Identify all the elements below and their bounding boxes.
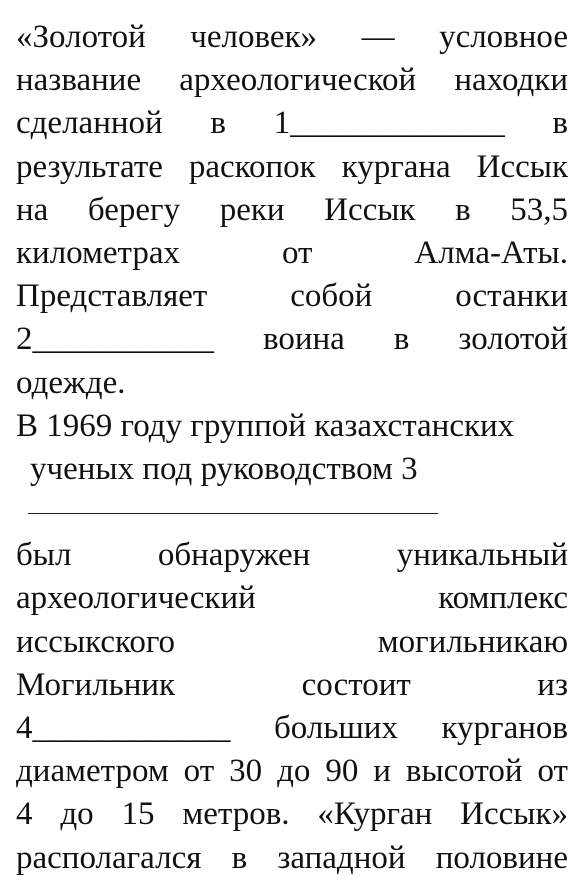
word: из: [537, 666, 568, 703]
word: состоит: [301, 666, 411, 703]
word: от: [537, 753, 568, 790]
text-line: [16, 59, 568, 102]
word: «Золотой: [16, 19, 146, 55]
text-line: [16, 16, 568, 59]
text-line: [16, 146, 568, 189]
word: Могильник: [16, 666, 176, 703]
word: Иссык: [324, 191, 416, 228]
word: курганов: [441, 710, 568, 746]
text-line: [16, 793, 568, 836]
word: одежде.: [16, 364, 126, 401]
text-line: [16, 837, 568, 880]
word: уникальный: [396, 537, 568, 574]
text-line: [16, 318, 568, 361]
word: 30: [229, 753, 263, 790]
word: Иссык»: [460, 796, 568, 833]
word: находки: [454, 62, 568, 99]
text-line: [16, 707, 568, 750]
word: человек»: [190, 19, 318, 55]
text-line: [16, 664, 568, 707]
word: в: [393, 321, 410, 358]
word: до: [277, 753, 311, 790]
word: археологической: [179, 62, 417, 99]
word: условное: [439, 19, 568, 55]
word: метров.: [182, 796, 290, 833]
word: был: [16, 537, 72, 574]
word: от: [281, 234, 313, 271]
word: реки: [219, 191, 285, 228]
word: Алма-Аты.: [414, 234, 568, 271]
line-text: В 1969 году группой казахстанских: [16, 407, 515, 444]
word: 53,5: [510, 191, 568, 228]
word: название: [16, 62, 142, 99]
word: археологический: [16, 580, 256, 617]
word: диаметром: [16, 753, 169, 790]
word: в: [231, 839, 248, 876]
word: золотой: [458, 321, 568, 358]
text-line: [16, 577, 568, 620]
word: «Курган: [317, 796, 433, 833]
word: останки: [455, 278, 568, 315]
word: Иссык: [476, 148, 568, 185]
word: в: [552, 105, 568, 142]
blank-underline: [28, 513, 438, 514]
word: 4____________: [16, 710, 231, 746]
word: 90: [325, 753, 359, 790]
text-line: [16, 534, 568, 577]
word: от: [183, 753, 215, 790]
word: обнаружен: [157, 537, 311, 574]
word: могильникаю: [377, 623, 568, 660]
text-line: [16, 621, 568, 664]
word: результате: [16, 148, 163, 185]
text-line: [16, 189, 568, 232]
word: Представляет: [16, 278, 208, 315]
word: до: [60, 796, 94, 833]
document-text: [16, 16, 568, 880]
word: сделанной: [16, 105, 163, 142]
text-line: [16, 362, 568, 405]
word: берегу: [87, 191, 181, 228]
text-line: [16, 405, 568, 448]
word: половине: [435, 839, 568, 876]
word: 15: [121, 796, 155, 833]
word: —: [361, 19, 395, 55]
word: воина: [262, 321, 345, 358]
word: на: [16, 191, 49, 228]
word: кургана: [341, 148, 451, 185]
word: и: [373, 753, 391, 790]
text-line: [16, 232, 568, 275]
line-text: ученых под руководством 3: [30, 450, 418, 487]
word: в: [455, 191, 471, 228]
word: 4: [16, 796, 33, 833]
answer-blank-3: [16, 491, 568, 534]
paragraph-golden-man: [16, 16, 568, 405]
word: располагался: [16, 839, 202, 876]
paragraph-1969-discovery: [16, 405, 568, 880]
text-line: [16, 275, 568, 318]
word: западной: [277, 839, 406, 876]
word: раскопок: [188, 148, 316, 185]
word: больших: [274, 710, 398, 746]
text-line: [16, 102, 568, 145]
word: высотой: [405, 753, 523, 790]
text-line: [16, 448, 568, 491]
word: в: [210, 105, 226, 142]
word: 1_____________: [273, 105, 505, 142]
word: километрах: [16, 234, 181, 271]
word: собой: [290, 278, 373, 315]
word: иссыкского: [16, 623, 176, 660]
word: 2___________: [16, 321, 214, 358]
word: комплекс: [438, 580, 568, 617]
text-line: [16, 750, 568, 793]
